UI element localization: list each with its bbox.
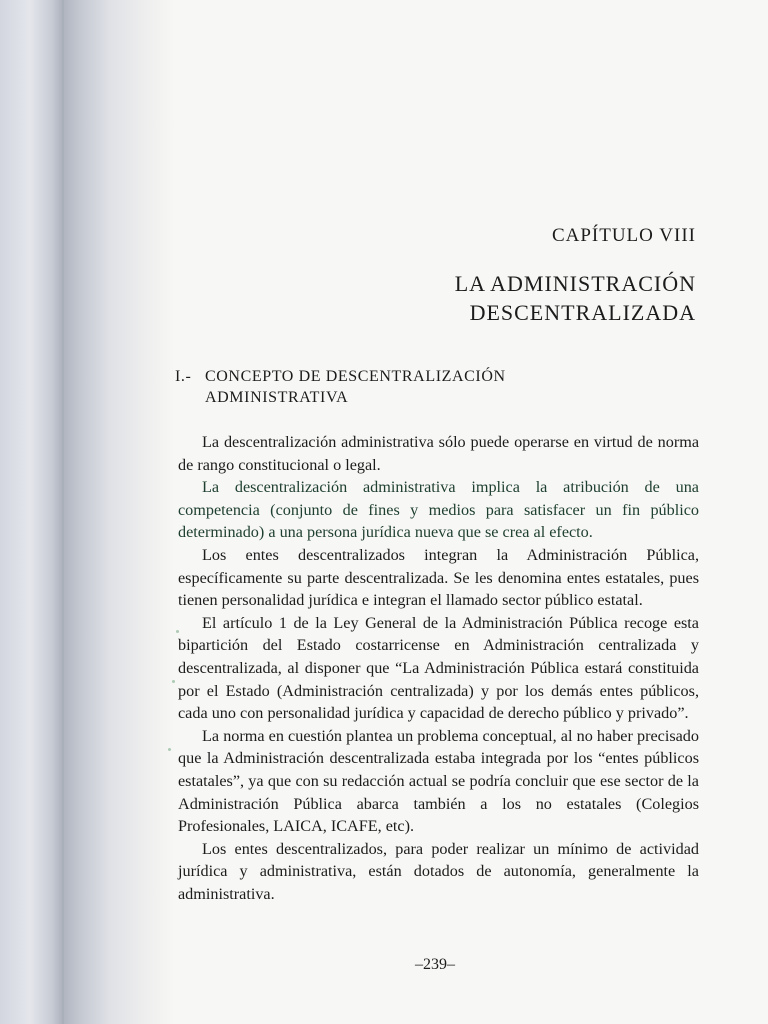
print-speck: [172, 680, 175, 683]
paragraph: La norma en cuestión plantea un problema conceptual, al no haber precisado que la Administración descentralizada estaba integrada por los “entes públicos estatales”, ya que con su redacción actual se podría concluir que ese sector de la Administración Pública abarca también a los no estatales (Colegios Profesionales, LAICA, ICAFE, etc).: [178, 726, 699, 836]
section-number: I.-: [175, 368, 192, 385]
paragraph-highlighted: La descentralización administrativa implica la atribución de una competencia (conjunto de fines y medios para satisfacer un fin público determinado) a una persona jurídica nueva que se crea al efecto.: [178, 478, 699, 542]
chapter-title: [455, 269, 696, 327]
paragraph: Los entes descentralizados, para poder realizar un mínimo de actividad jurídica y administrativa, están dotados de autonomía, generalmente la administrativa.: [178, 839, 699, 903]
chapter-title-line-2: DESCENTRALIZADA: [469, 300, 696, 325]
section-title: [205, 366, 695, 408]
chapter-title-line-1: LA ADMINISTRACIÓN: [454, 271, 696, 296]
section-title-line-2: ADMINISTRATIVA: [205, 389, 349, 406]
page-fold-line: [62, 0, 64, 1024]
book-gutter-shadow: [0, 0, 175, 1024]
paragraph: La descentralización administrativa sólo puede operarse en virtud de norma de rango constitucional o legal.: [178, 433, 699, 474]
chapter-label: CAPÍTULO VIII: [551, 225, 696, 246]
print-speck: [168, 748, 171, 751]
print-speck: [176, 630, 179, 633]
body-text: [178, 431, 699, 905]
section-heading: [175, 366, 695, 408]
paragraph: Los entes descentralizados integran la Administración Pública, específicamente su parte descentralizada. Se les denomina entes estatales, pues tienen personalidad jurídica e integran el llamado sector público estatal.: [178, 545, 699, 610]
paragraph: El artículo 1 de la Ley General de la Administración Pública recoge esta bipartición del Estado costarricense en Administración centralizada y descentralizada, al disponer que “La Administración Pública estará constituida por el Estado (Administración centralizada) y por los demás entes públicos, cada uno con personalidad jurídica y capacidad de derecho público y privado”.: [178, 613, 699, 723]
page-number: –239–: [415, 956, 455, 973]
section-title-line-1: CONCEPTO DE DESCENTRALIZACIÓN: [205, 368, 506, 385]
